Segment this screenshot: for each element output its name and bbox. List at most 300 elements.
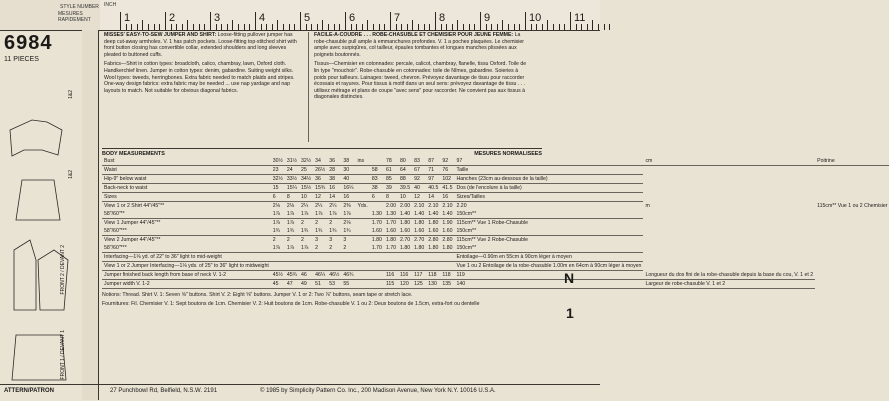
table-cell: 87 [426,157,440,166]
table-cell: 1.80 [414,220,425,226]
table-cell: 8 [285,193,299,202]
table-cell: 1.60 [442,228,453,234]
table-cell: 45 [271,280,285,289]
footer-pattern-label: ATTERN/PATRON [4,388,54,394]
ruler-tick [165,12,166,30]
table-cell [271,262,285,271]
table-cell: 1⅞ [286,220,295,226]
table-cell: 1⅞ [341,210,355,219]
ruler-number: 4 [259,12,266,24]
ruler-number: 8 [439,12,446,24]
table-cell: 150cm** [454,244,643,253]
sidebar-label-1: 1&2 [68,90,74,99]
table-cell: 2¼ [329,203,337,209]
table-cell: 33½ [286,176,297,182]
notions: Notions: Thread. Shirt V. 1: Seven ⅝" buttons. Shirt V. 2: Eight ⅝" buttons. Jumper V. 1 or 2: Two ⅞" buttons, seam tape or stretch lace. [102,292,413,298]
ruler-tick [525,12,526,30]
sidebar [0,30,83,400]
table-cell [440,253,454,262]
table-cell: 16 [440,193,454,202]
column-divider [308,32,309,142]
english-title: MISSES' EASY-TO-SEW JUMPER AND SHIRT: [104,32,217,38]
ruler-subtick [187,20,188,30]
table-cell: 1.60 [428,228,439,234]
ruler-subtick [457,20,458,30]
table-cell: 40.5 [428,185,439,191]
table-cell: 1.70 [371,245,382,251]
ruler-number: 10 [529,12,542,24]
table-cell: Yds. [357,203,368,209]
table-cell: 1.70 [371,220,382,226]
table-cell: 58"/60"*** [102,244,271,253]
table-cell: 2⅛ [343,220,351,226]
ruler-tick [435,12,436,30]
english-description: Loose-fitting pullover jumper has deep cut-away armholes. V. 1 has patch pockets. Loose-fitting top-stitched shirt with front button closing has convertible collar, extended shoulders and long sleeves pleated to buttoned cuffs. [104,32,297,58]
table-cell [313,253,327,262]
table-cell: 1.80 [385,237,397,243]
table-cell: Bust [102,157,271,166]
table-cell [440,262,454,271]
table-cell: 115cm** Vue 2 Robe-Chasuble [456,237,528,243]
table-cell: Dos (de l'encolure à la taille) [454,184,643,193]
table-cell: 49 [299,280,313,289]
table-cell: 3 [315,237,318,243]
ruler-number: 2 [169,12,176,24]
table-cell: 2.00 [400,203,411,209]
ruler-subtick [502,20,503,30]
yardage-row [102,227,889,236]
back-piece-sketch [12,335,66,380]
table-cell: 1.90 [442,220,453,226]
ruler-tick [480,12,481,30]
table-cell: 76 [440,166,454,175]
footer-address: 27 Punchbowl Rd, Belfield, N.S.W. 2191 [110,388,218,394]
table-cell: View 1 or 2 Shirt 44"/45"** [104,203,165,209]
table-cell: 1⅞ [285,210,299,219]
table-cell: 1.80 [400,245,411,251]
edge-letter: N [564,270,575,286]
table-cell: 116 [398,271,412,280]
table-cell: 2¼ [315,203,323,209]
table-cell: 92 [440,157,454,166]
table-cell [412,253,426,262]
table-cell: 16 [341,193,355,202]
table-cell [370,271,384,280]
table-cell: 118 [426,271,440,280]
measurement-row [102,193,889,202]
pattern-pieces: 11 PIECES [4,56,39,63]
table-cell: 10 [299,193,313,202]
table-cell: 2.80 [428,237,439,243]
table-cell: Poitrine [815,157,889,166]
table-cell: 1.80 [400,220,411,226]
table-cell [341,262,355,271]
table-cell: 1.70 [385,245,397,251]
table-cell: 30 [341,166,355,175]
table-cell: Vue 1 ou 2 Entoilage de la robe-chasuble 1.00m en 64cm à 90cm léger à moyen [456,263,642,269]
table-cell: Jumper finished back length from base of neck V. 1-2 [102,271,271,280]
table-cell: 2 [313,244,327,253]
ruler-number: 11 [574,12,586,24]
ruler-tick [570,12,571,30]
fold-strip [82,30,99,400]
table-cell: 16¼ [343,185,354,191]
fr-notions: Fournitures: Fil. Chemisier V. 1: Sept boutons de 1cm. Chemisier V. 2: Huit boutons de 1cm. Robe-chasuble V. 1 ou 2: Deux boutons de 1.5cm, extra-fort ou dentelle [102,300,480,307]
ruler-subtick [322,20,323,30]
table-cell: 1.40 [442,211,453,217]
table-cell [285,253,299,262]
table-cell: View 2 Jumper 44"/45"** [104,237,161,243]
ruler-tick [345,12,346,30]
table-cell: Hip-9" below waist [102,175,271,184]
ruler-tick [300,12,301,30]
table-cell [426,253,440,262]
table-cell: 58 [370,166,384,175]
table-cell: 8 [384,193,398,202]
right-edge [548,130,588,385]
table-cell [426,262,440,271]
table-cell: m [645,202,650,209]
table-cell: 15¼ [286,185,297,191]
table-cell: 115cm** Vue 1 ou 2 Chemisier [817,202,888,209]
table-cell: 83 [370,175,384,184]
yardage-row [102,219,889,228]
table-cell: 64 [398,166,412,175]
table-cell [355,244,369,253]
table-cell: 36 [327,157,341,166]
table-cell: 97 [426,175,440,184]
table-cell: 2.20 [456,203,467,209]
table-cell: Largeur de robe-chasuble V. 1 et 2 [643,280,815,289]
table-cell: 15¾ [315,185,326,191]
table-cell: 1.40 [400,211,411,217]
table-cell: 2¼ [301,203,309,209]
table-cell: 2.10 [428,203,439,209]
table-cell: 1.60 [400,228,411,234]
table-cell: 1⅞ [313,210,327,219]
yardage-row [102,210,889,219]
table-cell: 15½ [301,185,312,191]
table-cell: 1.60 [385,228,397,234]
ruler-tick [120,12,121,30]
table-cell: 1.80 [371,237,382,243]
table-cell [355,184,369,193]
table-cell: 150cm** [454,227,643,236]
ruler-tick [210,12,211,30]
body-measurements-heading: BODY MEASUREMENTS [102,151,165,157]
top-left-tag [0,0,100,31]
table-cell: Sizes/Tailles [454,193,643,202]
table-cell: 125 [412,280,426,289]
yardage-row [102,244,889,253]
table-cell [355,280,369,289]
table-cell: 40 [341,175,355,184]
table-cell [370,280,384,289]
table-cell: 26½ [315,167,326,173]
table-cell [355,262,369,271]
table-cell: 47 [285,280,299,289]
table-cell: 2 [301,237,304,243]
measurements-block [102,148,888,307]
table-cell: 115cm** Vue 1 Robe-Chasuble [456,220,528,226]
table-cell: 25 [299,166,313,175]
table-cell: 34 [313,157,327,166]
ruler-subtick [142,20,143,30]
width-row [102,280,889,289]
table-cell: 32½ [272,176,283,182]
ruler-tick [390,12,391,30]
ruler-subtick [232,20,233,30]
table-cell: 38 [341,157,355,166]
table-cell: 1¾ [313,227,327,236]
table-cell: 119 [454,271,643,280]
table-cell [355,175,369,184]
ruler-subtick [592,20,593,30]
table-cell: 2⅛ [272,203,280,209]
table-cell: 46¾ [343,272,354,278]
pattern-envelope-back [98,30,888,385]
ruler-subtick [277,20,278,30]
table-cell: Longueur du dos fini de la robe-chasuble depuis la base du cou, V. 1 et 2 [645,271,814,278]
english-fabrics: Fabrics—Shirt in cotton types: broadcloth, calico, chambray, lawn, Oxford cloth. Handkerchief linen. Jumper in cotton types: denim, gabardine. Suiting weight silks. Wool types: tweeds, herringbones. Extra fabric needed to match plaids and stripes. One-way design fabrics: extra fabric may be needed ... use nap yardage and nap layouts to match. Not suitable for obvious diagonal fabrics. [104,61,295,94]
table-cell: 2⅜ [343,203,351,209]
table-cell [355,227,369,236]
table-cell: Entoilage—0.90m en 55cm à 90cm léger à moyen [454,253,643,262]
table-cell: 1.40 [414,211,425,217]
table-cell: View 1 Jumper 44"/45"** [104,220,161,226]
table-cell: 46½ [329,272,340,278]
footer-company: © 1985 by Simplicity Pattern Co. Inc., 200 Madison Avenue, New York N.Y. 10016 U.S.A. [260,388,496,394]
jumper-back-sketch [16,180,60,220]
table-cell: 3 [343,237,347,243]
table-cell: 71 [426,166,440,175]
table-cell: 14 [426,193,440,202]
table-cell: 80 [398,157,412,166]
ruler-subtick [367,20,368,30]
table-cell [370,253,384,262]
table-cell: 1¾ [299,227,313,236]
table-cell: 97 [454,157,643,166]
table-cell: 23 [271,166,285,175]
table-cell: 116 [384,271,398,280]
table-cell: 31½ [286,158,297,164]
table-cell: cm [643,157,815,166]
table-cell: 58"/60"** [102,210,271,219]
interfacing-row [102,253,889,262]
table-cell: 1⅞ [285,244,299,253]
table-cell [327,262,341,271]
table-cell [341,253,355,262]
table-cell [370,202,384,211]
table-cell: 12 [412,193,426,202]
table-cell [285,262,299,271]
table-cell: 2 [272,237,276,243]
table-cell: 1.30 [371,211,382,217]
measuring-ruler [100,0,600,31]
table-cell: 1.40 [428,211,439,217]
garment-sketches [2,110,80,400]
table-cell: 55 [341,280,355,289]
measurement-row [102,175,889,184]
measurement-row [102,157,889,166]
ruler-number: 7 [394,12,401,24]
table-cell: 2.10 [442,203,453,209]
table-cell: 115 [384,280,398,289]
table-cell: 2 [315,220,318,226]
table-cell: 135 [440,280,454,289]
table-cell: 2.70 [414,237,425,243]
english-section [104,32,304,94]
front-piece-sketch [14,240,36,310]
table-cell [327,253,341,262]
table-cell: Hanches (23cm au-dessous de la taille) [454,175,643,184]
ruler-number: 6 [349,12,356,24]
table-cell [355,253,369,262]
table-cell: 32½ [301,158,312,164]
table-cell [355,193,369,202]
table-cell: 2.80 [442,237,453,243]
table-cell: 85 [384,175,398,184]
table-cell: 3 [329,237,333,243]
table-cell: 2 [329,220,333,226]
table-cell: 1.70 [385,220,397,226]
ruler-tick [255,12,256,30]
fr-measurements-heading: MESURES NORMALISEES [474,151,542,157]
table-cell: 51 [313,280,327,289]
table-cell [384,253,398,262]
table-cell: 40 [412,184,426,193]
table-cell: 46 [299,271,313,280]
table-cell [355,236,369,245]
ruler-subtick [604,24,605,30]
table-cell: 16 [327,184,341,193]
table-cell [313,262,327,271]
table-cell: 1⅞ [271,210,285,219]
inch-label: INCH [104,2,117,8]
table-cell: 1⅞ [272,220,280,226]
table-cell: 28 [327,166,341,175]
table-cell [271,253,285,262]
table-cell [299,262,313,271]
table-cell: 14 [327,193,341,202]
french-section [314,32,529,101]
table-cell: 1.60 [371,228,382,234]
table-cell: 1.80 [442,245,453,251]
measurements-table [102,157,889,289]
pattern-number: 6984 [4,32,53,54]
table-cell: 130 [426,280,440,289]
table-cell: 92 [412,175,426,184]
table-cell: 140 [454,280,643,289]
table-cell: 2 [286,237,290,243]
table-cell: 1.80 [428,220,439,226]
table-cell: 15 [271,184,285,193]
table-cell [299,253,313,262]
table-cell: 102 [440,175,454,184]
table-cell: 88 [398,175,412,184]
table-cell: 1¾ [327,227,341,236]
measurement-row [102,166,889,175]
table-cell: Interfacing—1⅛ yd. of 22" to 36" light to mid-weight [102,253,271,262]
table-cell [370,262,384,271]
table-cell: Sizes [102,193,271,202]
table-cell: 1¾ [271,227,285,236]
table-cell: 120 [398,280,412,289]
table-cell: Jumper width V. 1-2 [102,280,271,289]
edge-number: 1 [566,305,574,321]
french-description: La robe-chasuble pull ample à emmanchures profondes. V. 1 a poches plaquées. Le chemisier ample avec surpiqûres, col tailleur, épaules tombantes et longues manches plissées aux poignets boutonnés. [314,32,525,58]
table-cell: 39.5 [400,185,411,191]
table-cell: 83 [412,157,426,166]
table-cell: 1⅞ [299,244,313,253]
table-cell [384,262,398,271]
table-cell: 2.70 [400,237,411,243]
table-cell: 2 [301,220,304,226]
ruler-subtick [609,24,610,30]
ruler-number: 1 [124,12,131,24]
table-cell: 150cm** [454,210,643,219]
table-cell: 2.10 [414,203,425,209]
table-cell: 53 [327,280,341,289]
ruler-number: 3 [214,12,221,24]
table-cell: Back-neck to waist [102,184,271,193]
style-label: STYLE NUMBER [60,4,99,10]
table-cell: 2⅛ [286,203,295,209]
yardage-row [102,236,889,245]
french-fabrics: Tissus—Chemisier en cotonnades: percale, calicot, chambray, flanelle, tissu Oxford. Toile de lin type "mouchoir". Robe-chasuble en cotonnades: toile de Nîmes, gabardine. Soieries à poids pour tailleurs. Lainages: tweed, chevron. Prévoyez davantage de tissu pour raccorder écossais et rayures. Pour tissus à motif dans un seul sens: prévoyez davantage de tissu . . . utilisez métrage et plans de coupe "avec sens" pour raccorder. Ne convient pas aux tissus à diagonales distinctes. [314,61,527,101]
ruler-subtick [547,20,548,30]
front-label-2: FRONT 1 / DEVANT 1 [60,330,66,380]
yardage-row [102,202,889,211]
table-cell: 58"/60"*** [102,227,271,236]
table-cell: View 1 or 2 Jumper Interfacing—1⅛ yds. of 25" to 36" light to midweight [104,263,269,269]
table-cell: 1¾ [341,227,355,236]
footer [0,384,600,401]
table-cell [355,219,369,228]
length-row [102,271,889,280]
table-cell: 2.00 [385,203,397,209]
table-cell: 46¼ [315,272,326,278]
sidebar-label-2: 1&2 [68,170,74,179]
table-cell: 78 [384,157,398,166]
table-cell: 38 [370,184,384,193]
table-cell: 1⅞ [271,244,285,253]
ruler-subtick [412,20,413,30]
table-cell [355,210,369,219]
table-cell: 30½ [272,158,283,164]
table-cell [355,166,369,175]
table-cell: 38 [327,175,341,184]
table-cell: 1.60 [414,228,425,234]
table-cell: ins [355,157,369,166]
table-cell: 1⅞ [327,210,341,219]
table-cell: 1.80 [414,245,425,251]
table-cell: 39 [384,184,398,193]
table-cell: 24 [285,166,299,175]
table-cell: 12 [313,193,327,202]
table-cell: 6 [370,193,384,202]
table-cell: 41.5 [442,185,453,191]
measure-label: MESURES RAPIDEMENT [58,11,91,23]
table-cell: 6 [271,193,285,202]
table-cell: 34½ [301,176,312,182]
table-cell: 10 [398,193,412,202]
measurement-row [102,184,889,193]
table-cell: 45½ [272,272,283,278]
table-cell: 45¾ [286,272,297,278]
table-cell: 36 [313,175,327,184]
table-cell: 1.30 [385,211,397,217]
